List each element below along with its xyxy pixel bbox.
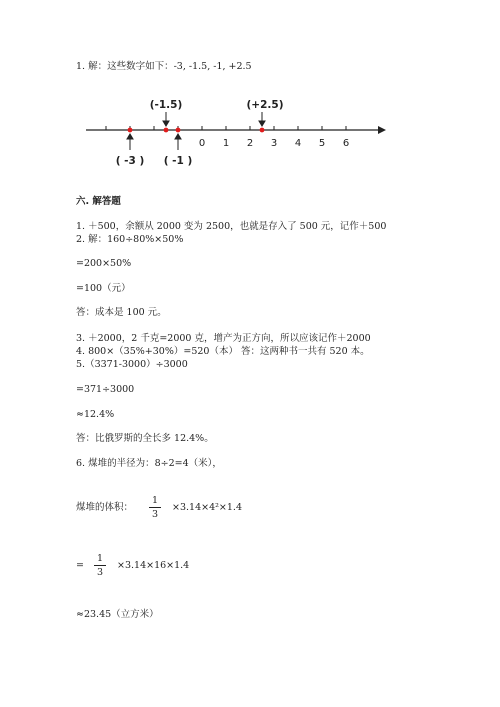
final-result: ≈23.45（立方米） <box>76 609 159 620</box>
answer-line-6: 3. ＋2000，2 千克=2000 克，增产为正方向，所以应该记作＋2000 <box>76 333 371 344</box>
volume-label: 煤堆的体积： <box>76 502 134 513</box>
volume-expression: ×3.14×4²×1.4 <box>172 502 242 513</box>
equation-expression: ×3.14×16×1.4 <box>117 560 190 571</box>
tick-label-3: 3 <box>270 138 278 149</box>
arrow-up-icon <box>175 134 181 139</box>
fraction-one-third <box>149 495 161 520</box>
fraction-numerator: 1 <box>151 495 159 506</box>
axis-arrow-icon <box>378 126 386 134</box>
answer-line-9: =371÷3000 <box>76 384 135 395</box>
answer-line-3: =200×50% <box>76 258 132 269</box>
answer-line-12: 6. 煤堆的半径为：8÷2=4（米）， <box>76 458 222 469</box>
point-minus-1-5 <box>164 128 169 133</box>
answer-1-line: 1. 解：这些数字如下：-3, -1.5, -1, +2.5 <box>76 61 252 72</box>
arrow-down-icon <box>259 121 265 126</box>
answer-line-10: ≈12.4% <box>76 409 115 420</box>
answer-line-1: 1. ＋500，余额从 2000 变为 2500，也就是存入了 500 元，记作＋500 <box>76 221 387 232</box>
answer-line-5: 答：成本是 100 元。 <box>76 307 167 318</box>
label-plus-2-5: (+2.5) <box>246 99 284 111</box>
equation-prefix: = <box>76 560 84 571</box>
answer-line-2: 2. 解：160÷80%×50% <box>76 234 184 245</box>
section-heading: 六. 解答题 <box>76 196 121 207</box>
tick-marks <box>106 126 346 130</box>
tick-label-2: 2 <box>246 138 254 149</box>
label-minus-1: ( -1 ) <box>163 155 193 167</box>
answer-line-7: 4. 800×（35%+30%）=520（本） 答：这两种书一共有 520 本。 <box>76 346 370 357</box>
answer-line-4: =100（元） <box>76 283 131 294</box>
tick-label-4: 4 <box>294 138 302 149</box>
fraction-denominator: 3 <box>96 567 104 578</box>
answer-line-8: 5.（3371-3000）÷3000 <box>76 359 188 370</box>
fraction-one-third-2 <box>94 553 106 578</box>
point-minus-1 <box>176 128 181 133</box>
answer-line-11: 答：比俄罗斯的全长多 12.4%。 <box>76 433 214 444</box>
arrow-down-icon <box>163 121 169 126</box>
arrow-up-icon <box>127 134 133 139</box>
label-minus-3: ( -3 ) <box>115 155 145 167</box>
fraction-denominator: 3 <box>151 509 159 520</box>
tick-label-5: 5 <box>318 138 326 149</box>
label-minus-1-5: (-1.5) <box>149 99 183 111</box>
number-line-diagram <box>0 92 500 172</box>
fraction-numerator: 1 <box>96 553 104 564</box>
tick-label-0: 0 <box>198 138 206 149</box>
point-minus-3 <box>128 128 133 133</box>
point-plus-2-5 <box>260 128 265 133</box>
tick-label-1: 1 <box>222 138 230 149</box>
tick-label-6: 6 <box>342 138 350 149</box>
